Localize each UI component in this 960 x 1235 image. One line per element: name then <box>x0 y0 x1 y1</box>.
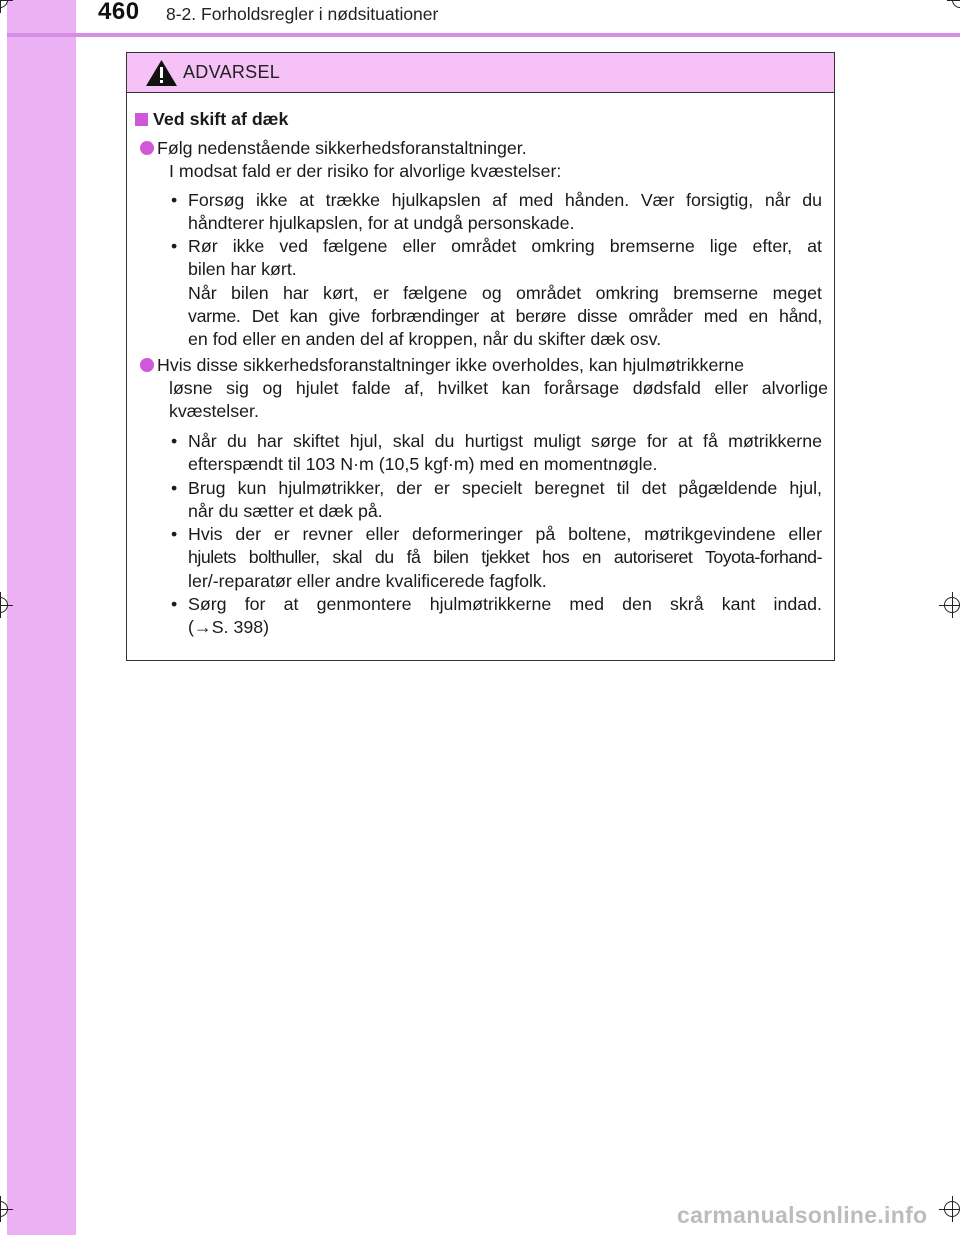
text-line: en fod eller en anden del af kroppen, når du skifter dæk osv. <box>188 329 662 349</box>
text-line: løsne sig og hjulet falde af, hvilket kan forårsage dødsfald eller alvorlige <box>169 378 828 398</box>
square-bullet-icon <box>135 113 148 126</box>
text-line: bilen har kørt. <box>188 259 297 279</box>
page-number: 460 <box>98 0 140 25</box>
text-line: kvæstelser. <box>169 401 259 421</box>
point-1: Følg nedenstående sikkerhedsforanstaltninger. <box>140 137 527 160</box>
text-line: Når bilen har kørt, er fælgene og området omkring bremserne meget <box>188 283 822 303</box>
text-line: Rør ikke ved fælgene eller området omkring bremserne lige efter, at <box>188 236 822 256</box>
text-line: ler/-reparatør eller andre kvalificerede fagfolk. <box>188 571 547 591</box>
registration-mark-icon <box>944 1201 960 1217</box>
text-line: når du sætter et dæk på. <box>188 501 383 521</box>
page-reference-link[interactable]: (→S. 398) <box>188 617 270 637</box>
header-rule <box>7 33 960 37</box>
point-2: Hvis disse sikkerhedsforanstaltninger ikke overholdes, kan hjulmøtrikkerne <box>140 354 744 377</box>
text-line: Sørg for at genmontere hjulmøtrikkerne med den skrå kant indad. <box>188 594 822 614</box>
text-line: hjulets bolthuller, skal du få bilen tjekket hos en autoriseret Toyota-forhand- <box>188 547 822 567</box>
text-line: Hvis der er revner eller deformeringer på boltene, møtrikgevindene eller <box>188 524 822 544</box>
warning-header <box>127 53 834 93</box>
bullet-dot: • <box>171 524 178 544</box>
text-line: varme. Det kan give forbrændinger at berøre disse områder med en hånd, <box>188 306 822 326</box>
section-title: 8-2. Forholdsregler i nødsituationer <box>166 4 439 24</box>
bullet-dot: • <box>171 431 178 451</box>
round-bullet-icon <box>140 141 154 155</box>
watermark: carmanualsonline.info <box>677 1202 928 1228</box>
warning-box <box>126 52 835 661</box>
bullet-dot: • <box>171 236 178 256</box>
round-bullet-icon <box>140 358 154 372</box>
section-heading: Ved skift af dæk <box>135 108 288 131</box>
bullet-dot: • <box>171 594 178 614</box>
text-line: Brug kun hjulmøtrikker, der er specielt beregnet til det pågældende hjul, <box>188 478 822 498</box>
text-line: Forsøg ikke at trække hjulkapslen af med hånden. Vær forsigtig, når du <box>188 190 822 210</box>
text-line: håndterer hjulkapslen, for at undgå personskade. <box>188 213 575 233</box>
bullet-dot: • <box>171 478 178 498</box>
text-line: Når du har skiftet hjul, skal du hurtigst muligt sørge for at få møtrikkerne <box>188 431 822 451</box>
text-line: I modsat fald er der risiko for alvorlige kvæstelser: <box>169 161 562 181</box>
bullet-dot: • <box>171 190 178 210</box>
registration-mark-icon <box>944 597 960 613</box>
text-line: efterspændt til 103 N·m (10,5 kgf·m) med en momentnøgle. <box>188 454 658 474</box>
side-band <box>7 0 76 1235</box>
warning-title: ADVARSEL <box>183 62 281 82</box>
warning-triangle-icon <box>145 59 178 87</box>
